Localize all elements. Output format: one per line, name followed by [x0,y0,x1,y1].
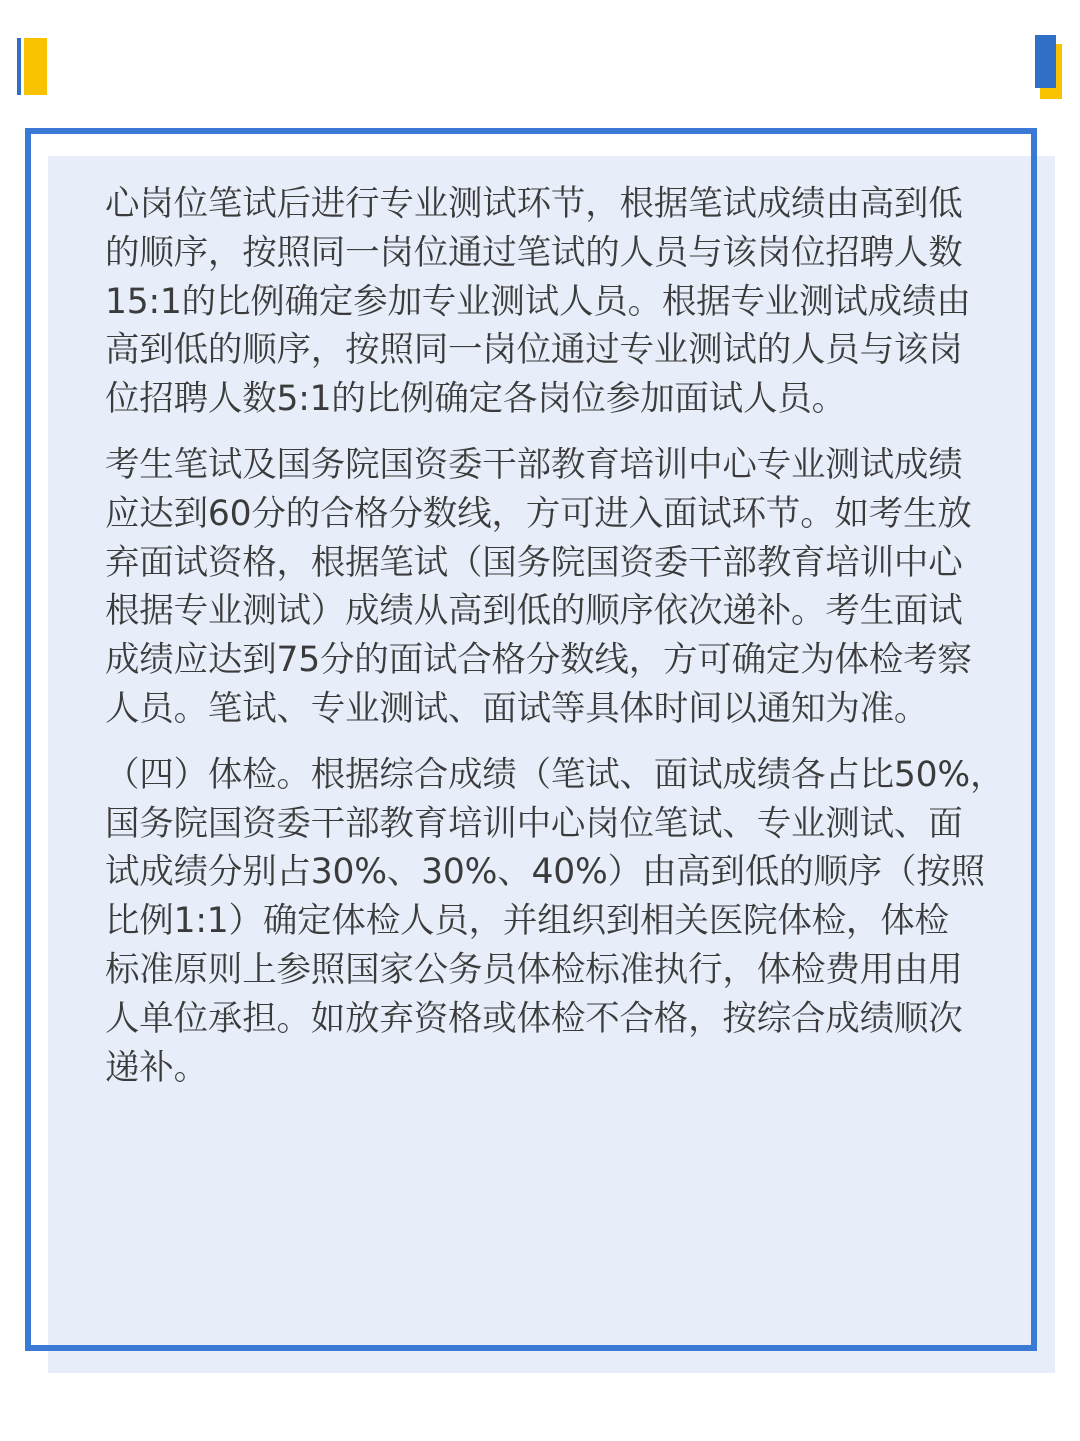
text-line: 比例1:1）确定体检人员，并组织到相关医院体检，体检 [105,901,949,942]
text-line: 的顺序，按照同一岗位通过笔试的人员与该岗位招聘人数 [105,232,963,273]
text-line: 考生笔试及国务院国资委干部教育培训中心专业测试成绩 [105,444,963,485]
text-line: 根据专业测试）成绩从高到低的顺序依次递补。考生面试 [105,591,963,632]
text-line: 人单位承担。如放弃资格或体检不合格，按综合成绩顺次 [105,998,963,1039]
text-line: 国务院国资委干部教育培训中心岗位笔试、专业测试、面 [105,803,963,844]
text-line: 位招聘人数5:1的比例确定各岗位参加面试人员。 [105,379,846,420]
text-line: 标准原则上参照国家公务员体检标准执行，体检费用由用 [105,949,963,990]
text-line: 试成绩分别占30%、30%、40%）由高到低的顺序（按照 [105,852,985,893]
text-line: 15:1的比例确定参加专业测试人员。根据专业测试成绩由 [105,281,971,322]
text-line: 应达到60分的合格分数线，方可进入面试环节。如考生放 [105,493,972,534]
text-line: （四）体检。根据综合成绩（笔试、面试成绩各占比50%， [105,754,1005,795]
paragraph-3 [105,751,1005,1093]
corner-decoration-left-line [17,38,21,95]
corner-decoration-right-blue [1035,35,1056,88]
text-line: 递补。 [105,1047,208,1088]
corner-decoration-left-bar [24,38,47,95]
paragraph-1 [105,180,1005,424]
text-line: 心岗位笔试后进行专业测试环节，根据笔试成绩由高到低 [105,184,963,224]
article-body [105,180,1005,1109]
text-line: 成绩应达到75分的面试合格分数线，方可确定为体检考察 [105,640,972,681]
text-line: 高到低的顺序，按照同一岗位通过专业测试的人员与该岗 [105,330,963,371]
text-line: 弃面试资格，根据笔试（国务院国资委干部教育培训中心 [105,542,963,583]
paragraph-2 [105,441,1005,734]
text-line: 人员。笔试、专业测试、面试等具体时间以通知为准。 [105,688,929,729]
